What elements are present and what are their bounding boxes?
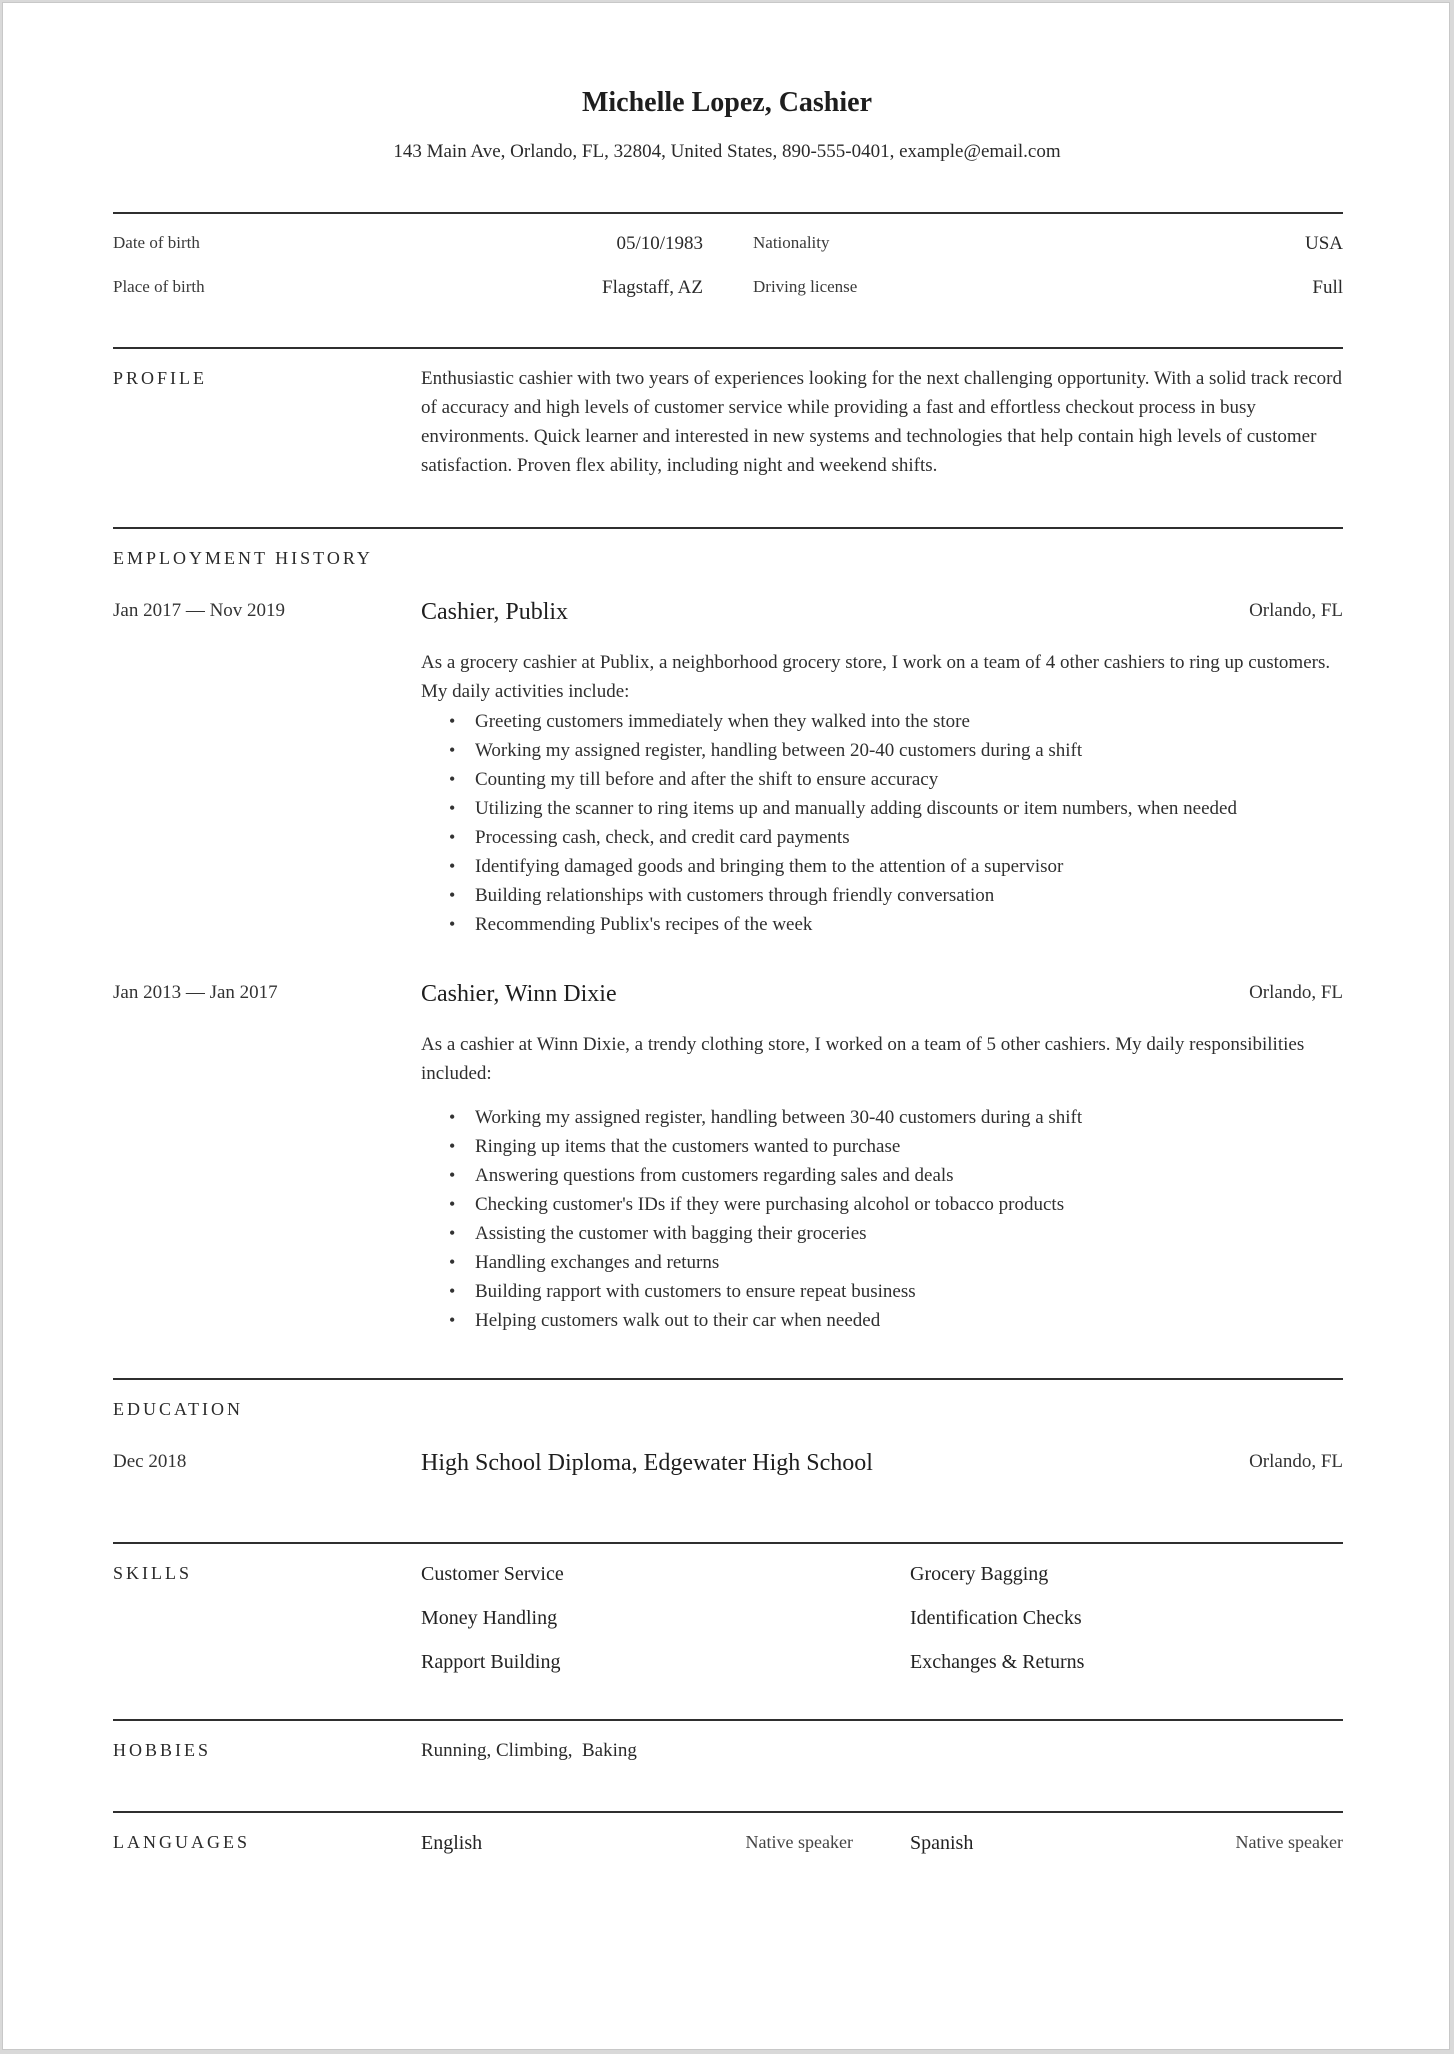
language-name: Spanish (910, 1832, 974, 1854)
list-item: • Working my assigned register, handling between 30-40 customers during a shift (421, 1103, 1343, 1132)
pob-label: Place of birth (113, 277, 205, 296)
hobbies-heading: HOBBIES (113, 1740, 212, 1760)
education-date: Dec 2018 (113, 1451, 187, 1472)
license-label: Driving license (753, 277, 858, 296)
list-item: • Working my assigned register, handling between 20-40 customers during a shift (421, 736, 1343, 765)
list-item: • Building relationships with customers through friendly conversation (421, 881, 1343, 910)
divider (113, 1378, 1343, 1380)
skills-heading: SKILLS (113, 1563, 193, 1583)
divider (113, 347, 1343, 349)
job-location: Orlando, FL (1249, 982, 1343, 1003)
job-bullet-list (421, 707, 1343, 939)
divider (113, 212, 1343, 214)
list-item: • Greeting customers immediately when they walked into the store (421, 707, 1343, 736)
skill-item: Grocery Bagging (910, 1563, 1049, 1585)
hobbies-text: Running, Climbing, Baking (421, 1740, 637, 1761)
employment-heading: EMPLOYMENT HISTORY (113, 548, 373, 568)
resume-name: Michelle Lopez, Cashier (581, 87, 873, 118)
language-name: English (421, 1832, 483, 1854)
skill-item: Money Handling (421, 1607, 558, 1629)
skill-item: Identification Checks (910, 1607, 1082, 1629)
nationality-label: Nationality (753, 233, 830, 252)
job-title: Cashier, Winn Dixie (421, 981, 617, 1007)
job-location: Orlando, FL (1249, 600, 1343, 621)
list-item: • Utilizing the scanner to ring items up and manually adding discounts or item numbers, when needed (421, 794, 1343, 823)
profile-text: Enthusiastic cashier with two years of experiences looking for the next challenging opportunity. With a solid track record of accuracy and high levels of customer service while providing a fast and effortless checkout process in busy environments. Quick learner and interested in new systems and technologies that help contain high levels of customer satisfaction. Proven flex ability, including night and weekend shifts. (421, 368, 1342, 476)
job-dates: Jan 2017 — Nov 2019 (113, 600, 286, 621)
list-item: • Recommending Publix's recipes of the week (421, 910, 1343, 939)
job-dates: Jan 2013 — Jan 2017 (113, 982, 278, 1003)
skill-item: Rapport Building (421, 1651, 561, 1673)
divider (113, 1811, 1343, 1813)
dob-value: 05/10/1983 (616, 233, 703, 254)
pob-value: Flagstaff, AZ (602, 277, 703, 298)
job-description: As a grocery cashier at Publix, a neighborhood grocery store, I work on a team of 4 other cashiers to ring up customers. My daily activities include: (421, 652, 1331, 702)
language-level: Native speaker (745, 1832, 853, 1852)
divider (113, 1542, 1343, 1544)
skill-item: Customer Service (421, 1563, 564, 1585)
resume-page (2, 2, 1450, 2050)
list-item: • Helping customers walk out to their car when needed (421, 1306, 1343, 1335)
education-degree: High School Diploma, Edgewater High School (421, 1450, 873, 1476)
divider (113, 527, 1343, 529)
list-item: • Counting my till before and after the shift to ensure accuracy (421, 765, 1343, 794)
license-value: Full (1312, 277, 1343, 298)
languages-heading: LANGUAGES (113, 1832, 250, 1852)
list-item: • Answering questions from customers regarding sales and deals (421, 1161, 1343, 1190)
list-item: • Handling exchanges and returns (421, 1248, 1343, 1277)
education-location: Orlando, FL (1249, 1451, 1343, 1472)
job-description: As a cashier at Winn Dixie, a trendy clothing store, I worked on a team of 5 other cashiers. My daily responsibilities included: (421, 1034, 1305, 1084)
list-item: • Ringing up items that the customers wanted to purchase (421, 1132, 1343, 1161)
education-heading: EDUCATION (113, 1399, 243, 1419)
nationality-value: USA (1304, 233, 1343, 254)
profile-heading: PROFILE (113, 368, 208, 388)
list-item: • Checking customer's IDs if they were purchasing alcohol or tobacco products (421, 1190, 1343, 1219)
language-level: Native speaker (1235, 1832, 1343, 1852)
divider (113, 1719, 1343, 1721)
skill-item: Exchanges & Returns (910, 1651, 1085, 1673)
job-title: Cashier, Publix (421, 599, 569, 625)
dob-label: Date of birth (113, 233, 200, 252)
list-item: • Building rapport with customers to ensure repeat business (421, 1277, 1343, 1306)
list-item: • Identifying damaged goods and bringing them to the attention of a supervisor (421, 852, 1343, 881)
list-item: • Processing cash, check, and credit card payments (421, 823, 1343, 852)
job-bullet-list (421, 1103, 1343, 1335)
contact-line: 143 Main Ave, Orlando, FL, 32804, United States, 890-555-0401, example@email.com (393, 141, 1061, 162)
list-item: • Assisting the customer with bagging their groceries (421, 1219, 1343, 1248)
